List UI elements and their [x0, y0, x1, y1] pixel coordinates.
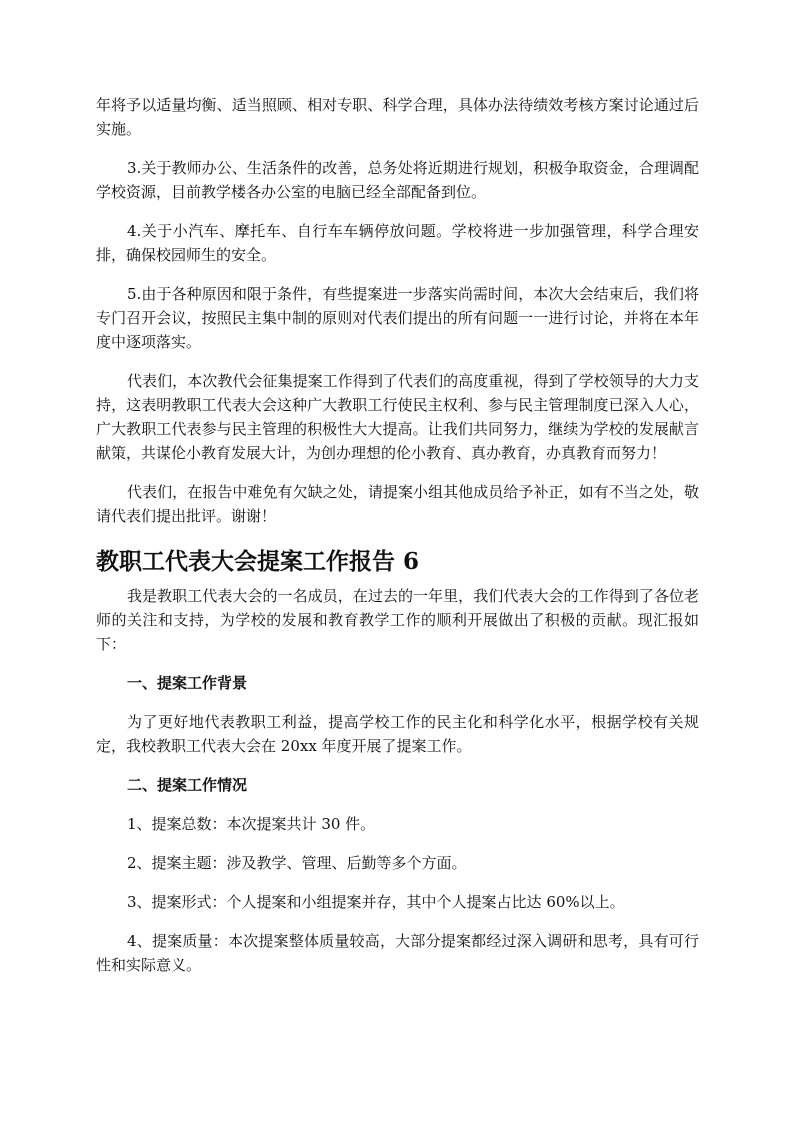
list-item: 3、提案形式：个人提案和小组提案并存，其中个人提案占比达 60%以上。 — [127, 893, 625, 911]
paragraph-closing: 代表们，在报告中难免有欠缺之处，请提案小组其他成员给予补正，如有不当之处，敬请代表们提出批评。谢谢！ — [96, 483, 699, 525]
paragraph-background: 为了更好地代表教职工利益，提高学校工作的民主化和科学化水平，根据学校有关规定，我校教职工代表大会在 20xx 年度开展了提案工作。 — [96, 713, 699, 755]
paragraph-continuation: 年将予以适量均衡、适当照顾、相对专职、科学合理，具体办法待绩效考核方案讨论通过后实施。 — [96, 96, 699, 138]
subheading-status: 二、提案工作情况 — [127, 776, 248, 794]
document-page — [96, 93, 699, 977]
list-item: 2、提案主题：涉及教学、管理、后勤等多个方面。 — [127, 854, 467, 872]
paragraph-summary: 代表们，本次教代会征集提案工作得到了代表们的高度重视，得到了学校领导的大力支持，这表明教职工代表大会这种广大教职工行使民主权利、参与民主管理制度已深入人心，广大教职工代表参与民主管理的积极性大大提高。让我们共同努力，继续为学校的发展献言献策，共谋伦小教育发展大计，为创办理想的伦小教育、真办教育，办真教育而努力！ — [96, 372, 699, 462]
list-item: 4、提案质量：本次提案整体质量较高，大部分提案都经过深入调研和思考，具有可行性和实际意义。 — [96, 932, 699, 974]
paragraph-item-3: 3.关于教师办公、生活条件的改善，总务处将近期进行规划，积极争取资金，合理调配学校资源，目前教学楼各办公室的电脑已经全部配备到位。 — [96, 159, 699, 201]
paragraph-intro: 我是教职工代表大会的一名成员，在过去的一年里，我们代表大会的工作得到了各位老师的关注和支持，为学校的发展和教育教学工作的顺利开展做出了积极的贡献。现汇报如下： — [96, 587, 699, 653]
section-title: 教职工代表大会提案工作报告 6 — [96, 548, 420, 575]
paragraph-item-5: 5.由于各种原因和限于条件，有些提案进一步落实尚需时间，本次大会结束后，我们将专门召开会议，按照民主集中制的原则对代表们提出的所有问题一一进行讨论，并将在本年度中逐项落实。 — [96, 285, 699, 351]
paragraph-item-4: 4.关于小汽车、摩托车、自行车车辆停放问题。学校将进一步加强管理，科学合理安排，确保校园师生的安全。 — [96, 222, 699, 264]
subheading-background: 一、提案工作背景 — [127, 674, 248, 692]
list-item: 1、提案总数：本次提案共计 30 件。 — [127, 815, 376, 833]
